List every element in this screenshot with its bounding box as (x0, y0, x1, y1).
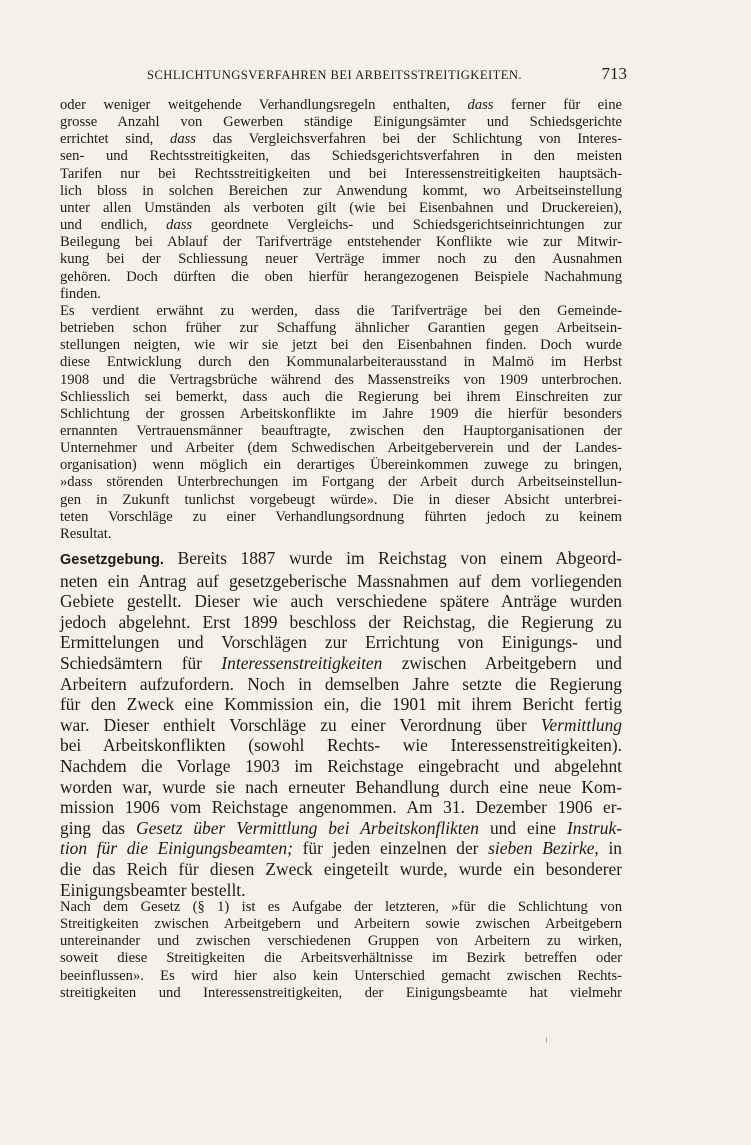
text-line: jedoch abgelehnt. Erst 1899 beschloss der Reichstag, die Regierung zu (60, 611, 622, 632)
text-line: worden war, wurde sie nach erneuter Behandlung durch eine neue Kom- (60, 776, 622, 797)
text-line: ernannten Vertrauensmänner beauftragte, zwischen den Hauptorganisationen der (60, 422, 622, 439)
text-line: und endlich, dass geordnete Vergleichs- und Schiedsgerichtseinrichtungen zur (60, 217, 623, 234)
text-line: organisation) wenn möglich ein derartiges Übereinkommen zuwege zu bringen, (60, 457, 622, 474)
text-line: tion für die Einigungsbeamten; für jeden einzelnen der sieben Bezirke, in (60, 838, 623, 859)
text-line: oder weniger weitgehende Verhandlungsregeln enthalten, dass ferner für eine (60, 97, 622, 113)
text-line: soweit diese Streitigkeiten die Arbeitsverhältnisse im Bezirk betreffen oder (60, 950, 622, 967)
text-line: grosse Anzahl von Gewerben ständige Einigungsämter und Schiedsgerichte (60, 114, 622, 131)
text-line: stellungen neigten, wie wir sie jetzt bei den Eisenbahnen finden. Doch wurde (60, 337, 622, 354)
text-line: finden. (60, 285, 101, 302)
running-title: SCHLICHTUNGSVERFAHREN BEI ARBEITSSTREITIGKEITEN. (147, 68, 523, 82)
text-line: streitigkeiten und Interessenstreitigkeiten, der Einigungsbeamte hat vielmehr (60, 984, 622, 1001)
text-line: Einigungsbeamter bestellt. (60, 879, 246, 900)
text-line: Nachdem die Vorlage 1903 im Reichstage eingebracht und abgelehnt (60, 755, 622, 776)
text-line: die das Reich für diesen Zweck eingeteilt wurde, wurde ein besonderer (60, 858, 622, 879)
text-line: teten Vorschläge zu einer Verhandlungsordnung führten jedoch zu keinem (60, 508, 622, 525)
text-line: Es verdient erwähnt zu werden, dass die Tarifverträge bei den Gemeinde- (60, 302, 622, 319)
text-line: Schiedsämtern für Interessenstreitigkeiten zwischen Arbeitgebern und (60, 652, 622, 673)
paragraph-gesetz-aufgabe (60, 899, 622, 1002)
text-line: Gesetzgebung. Bereits 1887 wurde im Reichstag von einem Abgeord- (60, 548, 622, 568)
text-line: gen in Zukunft tunlichst vorgebeugt würde». Die in dieser Absicht unterbrei- (60, 491, 622, 508)
text-line: Schlichtung der grossen Arbeitskonflikte im Jahre 1909 die hierfür besonders (60, 405, 622, 422)
text-line: Streitigkeiten zwischen Arbeitgebern und Arbeitern sowie zwischen Arbeitgebern (60, 916, 622, 933)
section-heading: Gesetzgebung. (60, 552, 164, 568)
text-line: lich bloss in solchen Bereichen zur Anwendung kommt, wo Arbeitseinstellung (60, 182, 622, 199)
section-gesetzgebung (60, 548, 622, 900)
text-line: untereinander und zwischen verschiedenen Gruppen von Arbeitern zu wirken, (60, 933, 622, 950)
text-line: gehören. Doch dürften die oben hierfür herangezogenen Beispiele Nachahmung (60, 268, 622, 285)
text-line: Resultat. (60, 525, 112, 542)
text-line: 1908 und die Vertragsbrüche während des Massenstreiks von 1909 unterbrochen. (60, 371, 622, 388)
page-header (147, 64, 627, 84)
text-line: errichtet sind, dass das Vergleichsverfahren bei der Schlichtung von Interes- (60, 131, 622, 148)
paragraphs-tarifvertraege (60, 97, 622, 543)
text-line: diese Entwicklung durch den Kommunalarbeiterausstand in Malmö im Herbst (60, 354, 622, 371)
text-line: »dass störenden Unterbrechungen im Fortgang der Arbeit durch Arbeitseinstellun- (60, 474, 622, 491)
text-line: neten ein Antrag auf gesetzgeberische Massnahmen auf dem vorliegenden (60, 570, 622, 591)
text-line: Schliesslich sei bemerkt, dass auch die Regierung bei ihrem Einschreiten zur (60, 388, 622, 405)
text-line: Gebiete gestellt. Dieser wie auch verschiedene spätere Anträge wurden (60, 591, 622, 612)
text-line: Unternehmer und Arbeiter (dem Schwedischen Arbeitgeberverein und der Landes- (60, 440, 622, 457)
text-line: Ermittelungen und Vorschlägen zur Errichtung von Einigungs- und (60, 632, 622, 653)
text-line: Nach dem Gesetz (§ 1) ist es Aufgabe der letzteren, »für die Schlichtung von (60, 899, 622, 915)
text-line: sen- und Rechtsstreitigkeiten, das Schiedsgerichtsverfahren in den meisten (60, 148, 622, 165)
text-line: Arbeitern aufzufordern. Noch in demselben Jahre setzte die Regierung (60, 673, 622, 694)
page-number: 713 (601, 64, 627, 83)
text-line: für den Zweck eine Kommission ein, die 1901 mit ihrem Bericht fertig (60, 694, 622, 715)
text-line: ging das Gesetz über Vermittlung bei Arbeitskonflikten und eine Instruk- (60, 817, 623, 838)
text-line: beeinflussen». Es wird hier also kein Unterschied gemacht zwischen Rechts- (60, 967, 622, 984)
text-line: bei Arbeitskonflikten (sowohl Rechts- wie Interessenstreitigkeiten). (60, 735, 622, 756)
text-line: Tarifen nur bei Rechtsstreitigkeiten und bei Interessenstreitigkeiten hauptsäch- (60, 165, 622, 182)
text-line: Beilegung bei Ablauf der Tarifverträge entstehender Konflikte wie zur Mitwir- (60, 234, 622, 251)
text-line: unter allen Umständen als verboten gilt (wie bei Eisenbahnen und Druckereien), (60, 199, 622, 216)
text-line: kung bei der Schliessung neuer Verträge immer noch zu den Ausnahmen (60, 251, 622, 268)
paper-speck (546, 1037, 547, 1043)
text-line: mission 1906 vom Reichstage angenommen. Am 31. Dezember 1906 er- (60, 797, 622, 818)
text-line: war. Dieser enthielt Vorschläge zu einer Verordnung über Vermittlung (60, 714, 622, 735)
text-line: betrieben schon früher zur Schaffung ähnlicher Garantien gegen Arbeitsein- (60, 320, 622, 337)
